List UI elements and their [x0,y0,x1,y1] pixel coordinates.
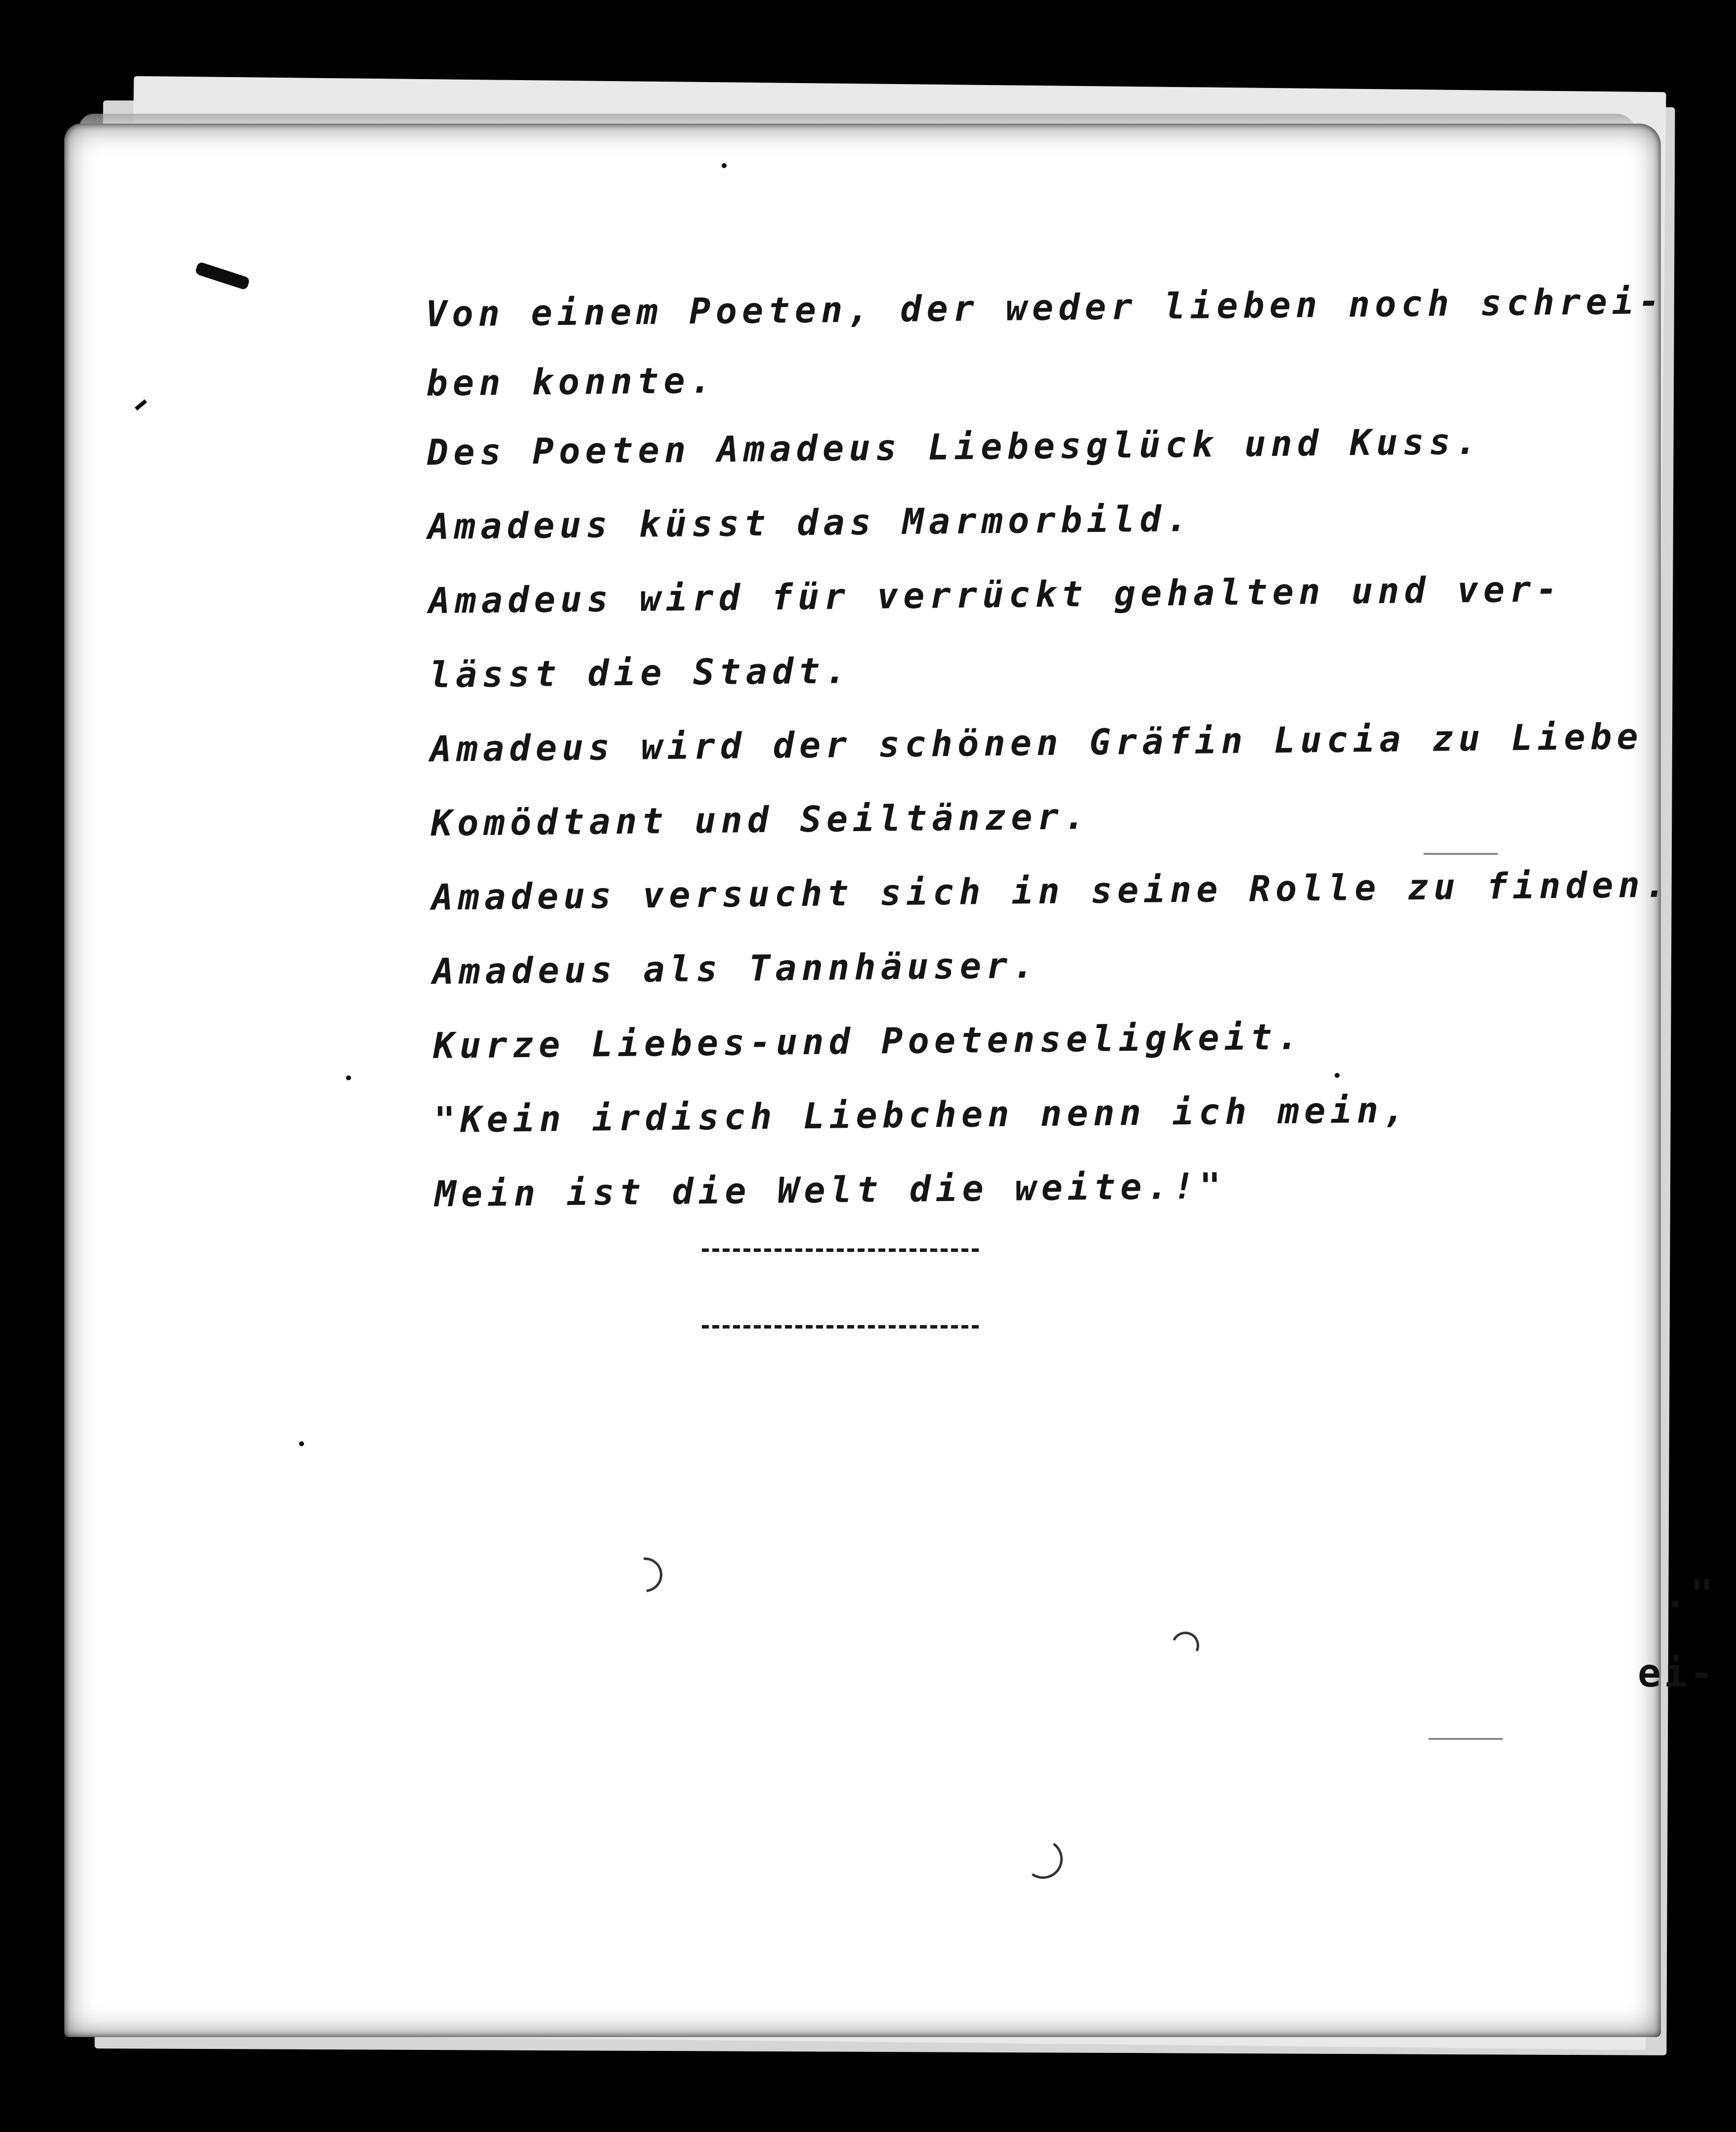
pencil-stroke [1429,1738,1503,1740]
text-line: Des Poeten Amadeus Liebesglück und Kuss. [427,420,1482,473]
ink-speck [346,1075,351,1080]
text-line: lässt die Stadt. [429,650,852,696]
text-line: "Kein irdisch Liebchen nenn ich mein, [434,1089,1410,1141]
dashed-rule [702,1325,979,1329]
bleed-through-fragment: ." [1664,1572,1716,1617]
typescript-text [425,265,1671,1231]
text-line: Von einem Poeten, der weder lieben noch schrei- [425,280,1665,335]
text-line: Amadeus wird der schönen Gräfin Lucia zu Liebe [430,715,1644,770]
text-line: Komödtant und Seiltänzer. [431,795,1090,844]
pencil-stroke [1424,853,1498,855]
dashed-rule [702,1248,979,1252]
ink-speck [299,1441,304,1446]
text-line: Mein ist die Welt die weite.!" [434,1165,1226,1215]
text-line: Amadeus als Tannhäuser. [432,944,1040,992]
text-line: ben konnte. [426,359,717,404]
bleed-through-fragment: ei- [1638,1651,1716,1696]
text-line: Amadeus wird für verrückt gehalten und ver- [428,568,1563,622]
text-line: Kurze Liebes-und Poetenseligkeit. [433,1016,1304,1066]
text-line: Amadeus küsst das Marmorbild. [427,497,1193,547]
text-line: Amadeus versucht sich in seine Rolle zu finden. [431,863,1671,918]
ink-speck [1335,1073,1340,1078]
ink-speck [722,163,727,168]
